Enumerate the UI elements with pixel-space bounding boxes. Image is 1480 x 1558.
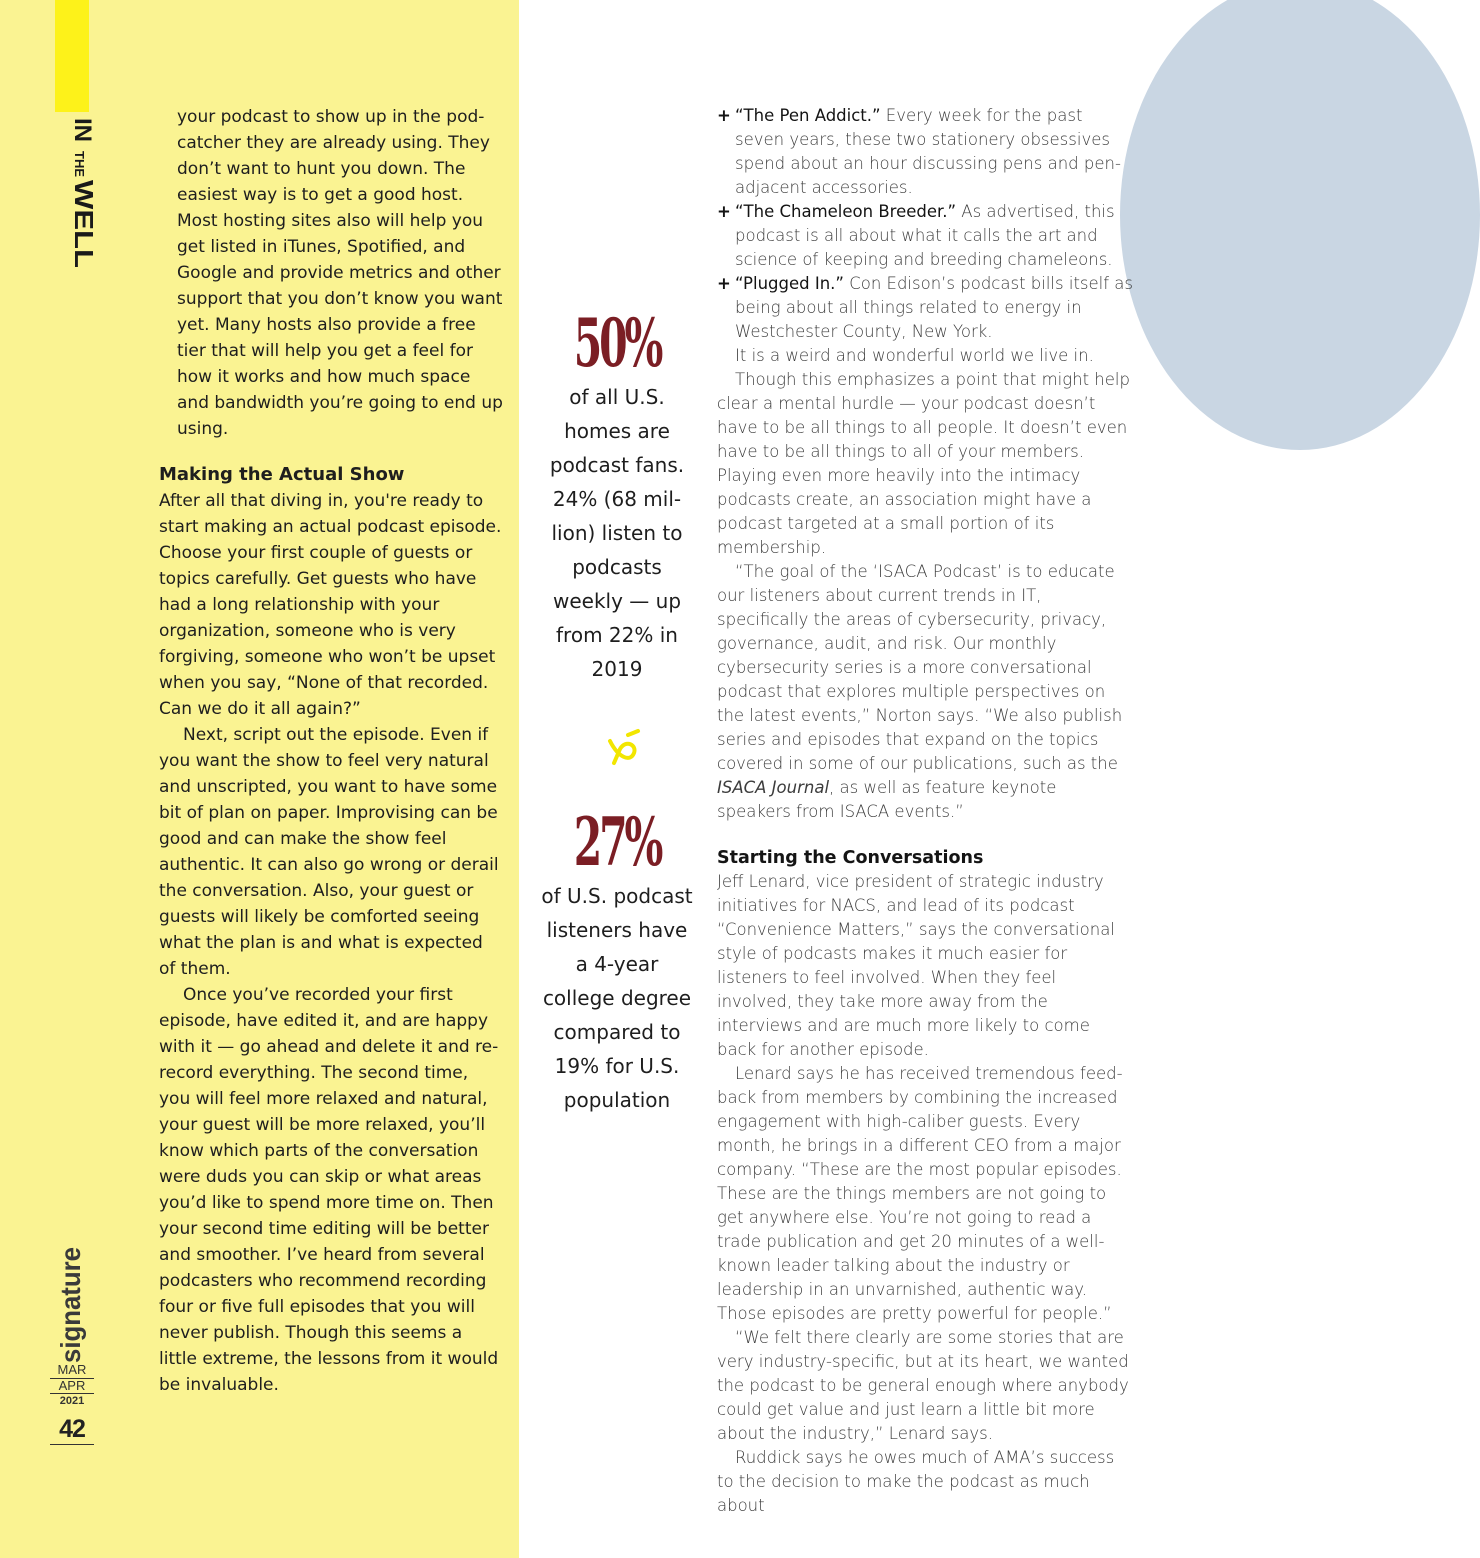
issue-month-2: APR xyxy=(50,1378,94,1394)
publication-title: ISACA Journal xyxy=(717,778,830,797)
stat-figure: 50% xyxy=(573,304,661,382)
paragraph: Lenard says he has received tremendous feedback from members by combining the increased engagement with high-caliber guests. Every month, he brings in a different CEO from a major company. “These are the most popular episodes. These are the things members are not going to get anywhere else. You’re not going to read a trade publication and get 20 minutes of a well-known leader talking about the industry or leadership in an unvarnished, authentic way. Those episodes are pretty powerful for people.” xyxy=(717,1064,1123,1323)
section-accent-bar xyxy=(55,0,89,112)
paragraph-continued: your podcast to show up in the podcatcher they are already using. They don’t want to hunt you down. The easiest way is to get a good host. Most hosting sites also will help you get listed in iTunes, Spotified, and Google and provide metrics and other support that you don’t know you want yet. Many hosts also provide a free tier that will help you get a feel for how it works and how much space and bandwidth you’re going to end up using. xyxy=(177,107,503,439)
pen-nib-icon xyxy=(604,727,644,771)
list-item-title: “The Chameleon Breeder.” xyxy=(735,202,957,221)
stat-figure: 27% xyxy=(573,803,661,881)
decorative-circle xyxy=(1120,0,1480,450)
stat-description: of U.S. podcast listeners have a 4-year college degree compared to 19% for U.S. population xyxy=(541,884,693,1112)
issue-year: 2021 xyxy=(59,1395,85,1407)
stat-callout-1 xyxy=(538,306,696,686)
paragraph-text: “The goal of the ‘ISACA Podcast’ is to educate our listeners about current trends in IT, specifically the areas of cybersecurity, privacy, governance, audit, and risk. Our monthly cybersecurity series is a more conversational podcast that explores multiple perspectives on the latest events,” Norton says. “We also publish series and episodes that expand on the topics covered in some of our publications, such as the xyxy=(717,562,1123,773)
list-item xyxy=(717,104,1133,200)
article-column-3 xyxy=(717,104,1133,1518)
list-item-title: “Plugged In.” xyxy=(735,274,844,293)
brand-name: signature xyxy=(55,1236,86,1363)
plus-icon: + xyxy=(717,202,731,221)
list-item xyxy=(717,272,1133,344)
section-heading: Making the Actual Show xyxy=(159,464,405,485)
paragraph: Though this emphasizes a point that might help clear a mental hurdle — your podcast doesn’t have to be all things to all people. It doesn’t even have to be all things to all of your members. Playing even more heavily into the intimacy podcasts create, an association might have a podcast targeted at a small portion of its membership. xyxy=(717,370,1130,557)
section-heading: Starting the Conversations xyxy=(717,848,984,868)
page-number: 42 xyxy=(50,1414,94,1445)
paragraph: Jeff Lenard, vice president of strategic industry initiatives for NACS, and lead of its podcast “Convenience Matters,” says the conversational style of podcasts makes it much easier for listeners to feel involved. When they feel involved, they take more away from the interviews and are much more likely to come back for another episode. xyxy=(717,872,1115,1059)
list-item xyxy=(717,200,1133,272)
paragraph: After all that diving in, you're ready to start making an actual podcast episode. Choose your first couple of guests or topics carefully. Get guests who have had a long relationship with your organization, someone who is very forgiving, someone who won’t be upset when you say, “None of that recorded. Can we do it all again?” xyxy=(159,491,502,719)
article-column-1 xyxy=(159,104,504,1398)
section-tag-line2: THE xyxy=(72,151,87,177)
brand-logo xyxy=(49,1236,91,1365)
list-item-title: “The Pen Addict.” xyxy=(735,106,881,125)
list-item-text: Every week for the past seven years, these two stationery obsessives spend about an hour discussing pens and pen-adjacent accessories. xyxy=(735,106,1121,197)
stat-description: of all U.S. homes are podcast fans. 24% (68 million) listen to podcasts weekly — up from 22% in 2019 xyxy=(549,385,685,681)
issue-month-1: MAR xyxy=(57,1362,87,1377)
paragraph-text: , as well as feature keynote speakers from ISACA events.” xyxy=(717,778,1057,821)
paragraph: Ruddick says he owes much of AMA’s success to the decision to make the podcast as much about xyxy=(717,1448,1115,1515)
paragraph: Once you’ve recorded your first episode, have edited it, and are happy with it — go ahead and delete it and re-record everything. The second time, you will feel more relaxed and natural, your guest will be more relaxed, you’ll know which parts of the conversation were duds you can skip or what areas you’d like to spend more time on. Then your second time editing will be better and smoother. I’ve heard from several podcasters who recommend recording four or five full episodes that you will never publish. Though this seems a little extreme, the lessons from it would be invaluable. xyxy=(159,985,499,1395)
section-tag xyxy=(54,118,99,270)
plus-icon: + xyxy=(717,106,731,125)
section-tag-line3: WELL xyxy=(69,180,99,254)
section-tag-line1: IN xyxy=(69,118,96,142)
paragraph xyxy=(717,560,1133,824)
plus-icon: + xyxy=(717,274,731,293)
stat-callout-2 xyxy=(538,805,696,1117)
list-item-text: Con Edison’s podcast bills itself as being about all things related to energy in Westchester County, New York. xyxy=(735,274,1134,341)
paragraph: “We felt there clearly are some stories that are very industry-specific, but at its heart, we wanted the podcast to be general enough where anybody could get value and just learn a little bit more about the industry,” Lenard says. xyxy=(717,1328,1129,1443)
paragraph: Next, script out the episode. Even if you want the show to feel very natural and unscripted, you want to have some bit of plan on paper. Improvising can be good and can make the show feel authentic. It can also go wrong or derail the conversation. Also, your guest or guests will likely be comforted seeing what the plan is and what is expected of them. xyxy=(159,725,499,979)
list-item-text: As advertised, this podcast is all about what it calls the art and science of keeping and breeding chameleons. xyxy=(735,202,1115,269)
paragraph: It is a weird and wonderful world we live in. xyxy=(735,346,1094,365)
